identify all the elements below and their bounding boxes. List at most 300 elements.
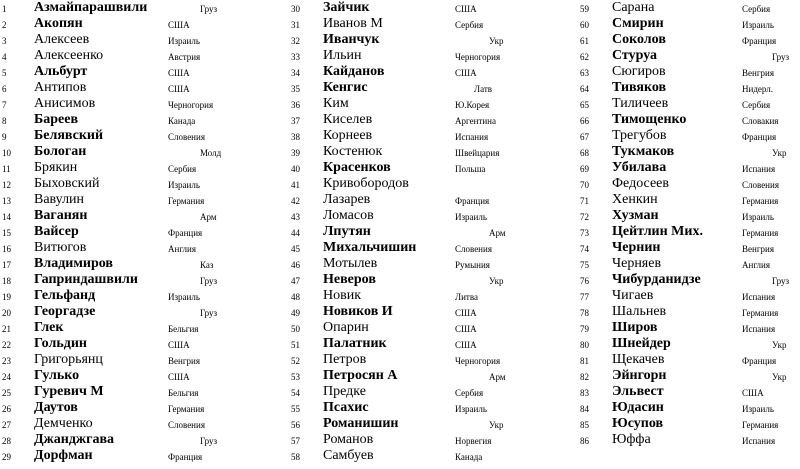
row-number: 18 xyxy=(2,276,11,286)
row-number: 54 xyxy=(291,388,300,398)
player-country: США xyxy=(455,324,477,334)
player-name: Эйнгорн xyxy=(612,368,667,383)
row-number: 25 xyxy=(2,388,11,398)
table-row xyxy=(0,320,290,336)
row-number: 84 xyxy=(580,404,589,414)
player-name: Брякин xyxy=(34,160,78,175)
player-country: Арм xyxy=(489,228,506,238)
player-name: Соколов xyxy=(612,32,666,47)
row-number: 24 xyxy=(2,372,11,382)
table-row xyxy=(289,32,579,48)
row-number: 60 xyxy=(580,20,589,30)
player-name: Опарин xyxy=(323,320,369,335)
player-name: Гольдин xyxy=(34,336,87,351)
player-name: Гаприндашвили xyxy=(34,272,138,287)
player-name: Петросян А xyxy=(323,368,398,383)
player-name: Смирин xyxy=(612,16,664,31)
player-name: Георгадзе xyxy=(34,304,96,319)
player-country: Швейцария xyxy=(455,148,500,158)
table-row xyxy=(578,384,800,400)
player-name: Тиличеев xyxy=(612,96,669,111)
row-number: 38 xyxy=(291,132,300,142)
row-number: 85 xyxy=(580,420,589,430)
player-name: Белявский xyxy=(34,128,104,143)
player-name: Вавулин xyxy=(34,192,85,207)
table-row xyxy=(289,400,579,416)
player-name: Алексеенко xyxy=(34,48,104,63)
player-country: Германия xyxy=(168,196,205,206)
table-row xyxy=(578,64,800,80)
table-row xyxy=(0,80,290,96)
table-row xyxy=(0,176,290,192)
player-name: Юффа xyxy=(612,432,651,447)
player-country: Испания xyxy=(742,436,776,446)
table-row xyxy=(578,304,800,320)
column-1 xyxy=(0,0,290,464)
player-country: Каз xyxy=(200,260,214,270)
table-row xyxy=(0,16,290,32)
player-country: Израиль xyxy=(742,404,774,414)
player-name: Романов xyxy=(323,432,374,447)
player-name: Григорьянц xyxy=(34,352,103,367)
table-row xyxy=(289,368,579,384)
player-country: Сербия xyxy=(742,100,771,110)
player-country: Израиль xyxy=(455,404,487,414)
player-country: Арм xyxy=(489,372,506,382)
player-country: Румыния xyxy=(455,260,490,270)
table-row xyxy=(0,64,290,80)
player-name: Лпутян xyxy=(323,224,371,239)
player-country: Испания xyxy=(742,292,776,302)
row-number: 12 xyxy=(2,180,11,190)
table-row xyxy=(289,176,579,192)
table-row xyxy=(289,192,579,208)
player-name: Хенкин xyxy=(612,192,658,207)
row-number: 48 xyxy=(291,292,300,302)
player-name: Юдасин xyxy=(612,400,664,415)
player-name: Стуруа xyxy=(612,48,658,63)
player-name: Акопян xyxy=(34,16,83,31)
table-row xyxy=(578,32,800,48)
table-row xyxy=(289,96,579,112)
table-row xyxy=(0,416,290,432)
player-name: Джанджгава xyxy=(34,432,115,447)
player-country: Словения xyxy=(168,132,205,142)
row-number: 10 xyxy=(2,148,11,158)
table-row xyxy=(289,352,579,368)
row-number: 72 xyxy=(580,212,589,222)
player-name: Неверов xyxy=(323,272,376,287)
row-number: 4 xyxy=(2,52,7,62)
player-country: Франция xyxy=(742,36,777,46)
row-number: 41 xyxy=(291,180,300,190)
player-country: США xyxy=(168,20,190,30)
player-country: Германия xyxy=(742,420,779,430)
table-row xyxy=(289,144,579,160)
player-name: Ким xyxy=(323,96,349,111)
row-number: 70 xyxy=(580,180,589,190)
player-country: Израиль xyxy=(168,292,200,302)
player-country: Словакия xyxy=(742,116,779,126)
player-name: Чернин xyxy=(612,240,661,255)
player-country: Укр xyxy=(772,340,787,350)
player-name: Глек xyxy=(34,320,64,335)
player-country: Германия xyxy=(742,308,779,318)
player-name: Широв xyxy=(612,320,658,335)
player-country: Молд xyxy=(200,148,222,158)
row-number: 83 xyxy=(580,388,589,398)
player-country: Испания xyxy=(742,164,776,174)
table-row xyxy=(578,224,800,240)
row-number: 44 xyxy=(291,228,300,238)
player-country: США xyxy=(742,388,764,398)
player-country: Венгрия xyxy=(742,68,774,78)
row-number: 35 xyxy=(291,84,300,94)
player-country: Сербия xyxy=(168,164,197,174)
player-country: Испания xyxy=(742,324,776,334)
player-country: Груз xyxy=(200,4,218,14)
table-row xyxy=(0,48,290,64)
player-name: Гельфанд xyxy=(34,288,96,303)
row-number: 9 xyxy=(2,132,7,142)
player-country: Франция xyxy=(168,452,203,462)
row-number: 65 xyxy=(580,100,589,110)
table-row xyxy=(578,240,800,256)
player-name: Цейтлин Мих. xyxy=(612,224,703,239)
player-country: Германия xyxy=(742,228,779,238)
table-row xyxy=(578,160,800,176)
player-name: Шальнев xyxy=(612,304,667,319)
table-row xyxy=(578,272,800,288)
player-country: Укр xyxy=(772,372,787,382)
row-number: 3 xyxy=(2,36,7,46)
player-country: США xyxy=(455,68,477,78)
player-country: Черногория xyxy=(168,100,214,110)
table-row xyxy=(289,384,579,400)
table-row xyxy=(289,320,579,336)
player-country: Словения xyxy=(455,244,492,254)
player-country: Израиль xyxy=(742,212,774,222)
player-country: США xyxy=(168,372,190,382)
table-row xyxy=(289,272,579,288)
player-name: Михальчишин xyxy=(323,240,417,255)
player-name: Кайданов xyxy=(323,64,385,79)
row-number: 21 xyxy=(2,324,11,334)
table-row xyxy=(289,240,579,256)
table-row xyxy=(289,0,579,16)
row-number: 69 xyxy=(580,164,589,174)
table-row xyxy=(578,80,800,96)
row-number: 39 xyxy=(291,148,300,158)
player-name: Сюгиров xyxy=(612,64,666,79)
table-row xyxy=(578,96,800,112)
player-country: Арм xyxy=(200,212,217,222)
row-number: 36 xyxy=(291,100,300,110)
player-name: Ломасов xyxy=(323,208,374,223)
player-name: Щекачев xyxy=(612,352,665,367)
row-number: 75 xyxy=(580,260,589,270)
player-country: Сербия xyxy=(742,4,771,14)
row-number: 14 xyxy=(2,212,11,222)
row-number: 6 xyxy=(2,84,7,94)
row-number: 32 xyxy=(291,36,300,46)
table-row xyxy=(578,336,800,352)
player-name: Петров xyxy=(323,352,367,367)
player-country: Франция xyxy=(168,228,203,238)
table-row xyxy=(289,288,579,304)
table-row xyxy=(289,208,579,224)
row-number: 33 xyxy=(291,52,300,62)
player-name: Романишин xyxy=(323,416,399,431)
row-number: 7 xyxy=(2,100,7,110)
player-country: Груз xyxy=(200,308,218,318)
row-number: 59 xyxy=(580,4,589,14)
row-number: 52 xyxy=(291,356,300,366)
player-name: Бареев xyxy=(34,112,79,127)
row-number: 67 xyxy=(580,132,589,142)
player-country: США xyxy=(455,308,477,318)
player-name: Гулько xyxy=(34,368,80,383)
row-number: 71 xyxy=(580,196,589,206)
table-row xyxy=(578,208,800,224)
table-row xyxy=(578,400,800,416)
row-number: 40 xyxy=(291,164,300,174)
table-row xyxy=(0,400,290,416)
player-name: Убилава xyxy=(612,160,667,175)
player-country: Израиль xyxy=(455,212,487,222)
row-number: 1 xyxy=(2,4,7,14)
table-row xyxy=(578,416,800,432)
player-country: Англия xyxy=(742,260,770,270)
player-name: Костенюк xyxy=(323,144,383,159)
row-number: 16 xyxy=(2,244,11,254)
row-number: 19 xyxy=(2,292,11,302)
row-number: 28 xyxy=(2,436,11,446)
row-number: 86 xyxy=(580,436,589,446)
player-name: Трегубов xyxy=(612,128,667,143)
player-country: Канада xyxy=(168,116,196,126)
table-row xyxy=(578,320,800,336)
row-number: 73 xyxy=(580,228,589,238)
table-row xyxy=(289,448,579,464)
row-number: 63 xyxy=(580,68,589,78)
row-number: 22 xyxy=(2,340,11,350)
table-row xyxy=(578,352,800,368)
row-number: 82 xyxy=(580,372,589,382)
player-name: Бологан xyxy=(34,144,87,159)
row-number: 13 xyxy=(2,196,11,206)
table-row xyxy=(0,160,290,176)
player-country: Венгрия xyxy=(168,356,200,366)
player-name: Владимиров xyxy=(34,256,113,271)
table-row xyxy=(0,288,290,304)
player-name: Черняев xyxy=(612,256,662,271)
table-row xyxy=(0,224,290,240)
player-country: Аргентина xyxy=(455,116,496,126)
row-number: 68 xyxy=(580,148,589,158)
player-country: Польша xyxy=(455,164,486,174)
row-number: 46 xyxy=(291,260,300,270)
player-country: США xyxy=(168,340,190,350)
table-row xyxy=(578,144,800,160)
row-number: 81 xyxy=(580,356,589,366)
table-row xyxy=(0,304,290,320)
player-name: Азмайпарашвили xyxy=(34,0,148,15)
player-country: США xyxy=(168,84,190,94)
column-2 xyxy=(289,0,579,464)
table-row xyxy=(578,0,800,16)
table-row xyxy=(0,240,290,256)
player-name: Иванчук xyxy=(323,32,380,47)
row-number: 53 xyxy=(291,372,300,382)
row-number: 77 xyxy=(580,292,589,302)
player-name: Гуревич М xyxy=(34,384,104,399)
row-number: 80 xyxy=(580,340,589,350)
player-name: Витюгов xyxy=(34,240,87,255)
player-country: Канада xyxy=(455,452,483,462)
player-country: Франция xyxy=(455,196,490,206)
player-name: Кривобородов xyxy=(323,176,409,191)
player-name: Чигаев xyxy=(612,288,654,303)
player-country: Израиль xyxy=(168,36,200,46)
table-row xyxy=(0,32,290,48)
table-row xyxy=(289,128,579,144)
table-row xyxy=(0,144,290,160)
player-country: Груз xyxy=(772,52,790,62)
player-name: Тимощенко xyxy=(612,112,687,127)
row-number: 42 xyxy=(291,196,300,206)
table-row xyxy=(289,256,579,272)
player-country: Черногория xyxy=(455,52,501,62)
row-number: 26 xyxy=(2,404,11,414)
player-country: Укр xyxy=(489,420,504,430)
row-number: 27 xyxy=(2,420,11,430)
row-number: 76 xyxy=(580,276,589,286)
player-name: Новиков И xyxy=(323,304,393,319)
player-name: Сарана xyxy=(612,0,655,15)
row-number: 61 xyxy=(580,36,589,46)
player-name: Дорфман xyxy=(34,448,93,463)
player-country: Германия xyxy=(168,404,205,414)
player-country: Израиль xyxy=(742,20,774,30)
table-row xyxy=(0,368,290,384)
player-name: Юсупов xyxy=(612,416,664,431)
table-row xyxy=(578,112,800,128)
player-name: Ваганян xyxy=(34,208,88,223)
player-name: Тукмаков xyxy=(612,144,675,159)
player-name: Альбурт xyxy=(34,64,88,79)
table-row xyxy=(0,128,290,144)
player-name: Быховский xyxy=(34,176,100,191)
table-row xyxy=(289,64,579,80)
player-country: Бельгия xyxy=(168,324,199,334)
row-number: 34 xyxy=(291,68,300,78)
table-row xyxy=(289,48,579,64)
player-name: Анисимов xyxy=(34,96,96,111)
player-name: Палатник xyxy=(323,336,387,351)
row-number: 15 xyxy=(2,228,11,238)
player-name: Вайсер xyxy=(34,224,79,239)
row-number: 51 xyxy=(291,340,300,350)
player-country: Словения xyxy=(168,420,205,430)
table-row xyxy=(289,416,579,432)
table-row xyxy=(578,288,800,304)
table-row xyxy=(0,0,290,16)
row-number: 78 xyxy=(580,308,589,318)
row-number: 11 xyxy=(2,164,11,174)
table-row xyxy=(0,256,290,272)
table-row xyxy=(0,112,290,128)
table-row xyxy=(0,384,290,400)
table-row xyxy=(578,192,800,208)
row-number: 64 xyxy=(580,84,589,94)
player-country: Укр xyxy=(489,276,504,286)
table-row xyxy=(578,16,800,32)
player-name: Самбуев xyxy=(323,448,374,463)
player-name: Предке xyxy=(323,384,366,399)
row-number: 31 xyxy=(291,20,300,30)
table-row xyxy=(0,432,290,448)
table-row xyxy=(578,256,800,272)
table-row xyxy=(0,352,290,368)
table-row xyxy=(289,304,579,320)
player-country: США xyxy=(455,340,477,350)
player-country: Венгрия xyxy=(742,244,774,254)
player-country: Сербия xyxy=(455,20,484,30)
player-name: Мотылев xyxy=(323,256,378,271)
table-row xyxy=(578,48,800,64)
player-country: Словения xyxy=(742,180,779,190)
player-name: Псахис xyxy=(323,400,369,415)
player-name: Красенков xyxy=(323,160,391,175)
player-country: Укр xyxy=(489,36,504,46)
player-name: Иванов М xyxy=(323,16,383,31)
player-name: Алексеев xyxy=(34,32,90,47)
row-number: 49 xyxy=(291,308,300,318)
player-country: Ю.Корея xyxy=(455,100,490,110)
row-number: 29 xyxy=(2,452,11,462)
row-number: 5 xyxy=(2,68,7,78)
player-country: Германия xyxy=(742,196,779,206)
table-row xyxy=(578,128,800,144)
player-country: Литва xyxy=(455,292,478,302)
row-number: 37 xyxy=(291,116,300,126)
table-row xyxy=(289,336,579,352)
player-country: Груз xyxy=(772,276,790,286)
player-name: Киселев xyxy=(323,112,373,127)
table-row xyxy=(289,224,579,240)
player-country: Австрия xyxy=(168,52,201,62)
player-country: Испания xyxy=(455,132,489,142)
player-name: Шнейдер xyxy=(612,336,671,351)
table-row xyxy=(289,432,579,448)
table-row xyxy=(0,96,290,112)
player-country: Сербия xyxy=(455,388,484,398)
row-number: 47 xyxy=(291,276,300,286)
player-name: Даутов xyxy=(34,400,78,415)
player-name: Антипов xyxy=(34,80,87,95)
row-number: 30 xyxy=(291,4,300,14)
table-row xyxy=(0,272,290,288)
player-country: Нидерл. xyxy=(742,84,774,94)
player-name: Ильин xyxy=(323,48,362,63)
player-country: Израиль xyxy=(168,180,200,190)
row-number: 17 xyxy=(2,260,11,270)
table-row xyxy=(289,16,579,32)
table-row xyxy=(289,80,579,96)
row-number: 2 xyxy=(2,20,7,30)
row-number: 8 xyxy=(2,116,7,126)
